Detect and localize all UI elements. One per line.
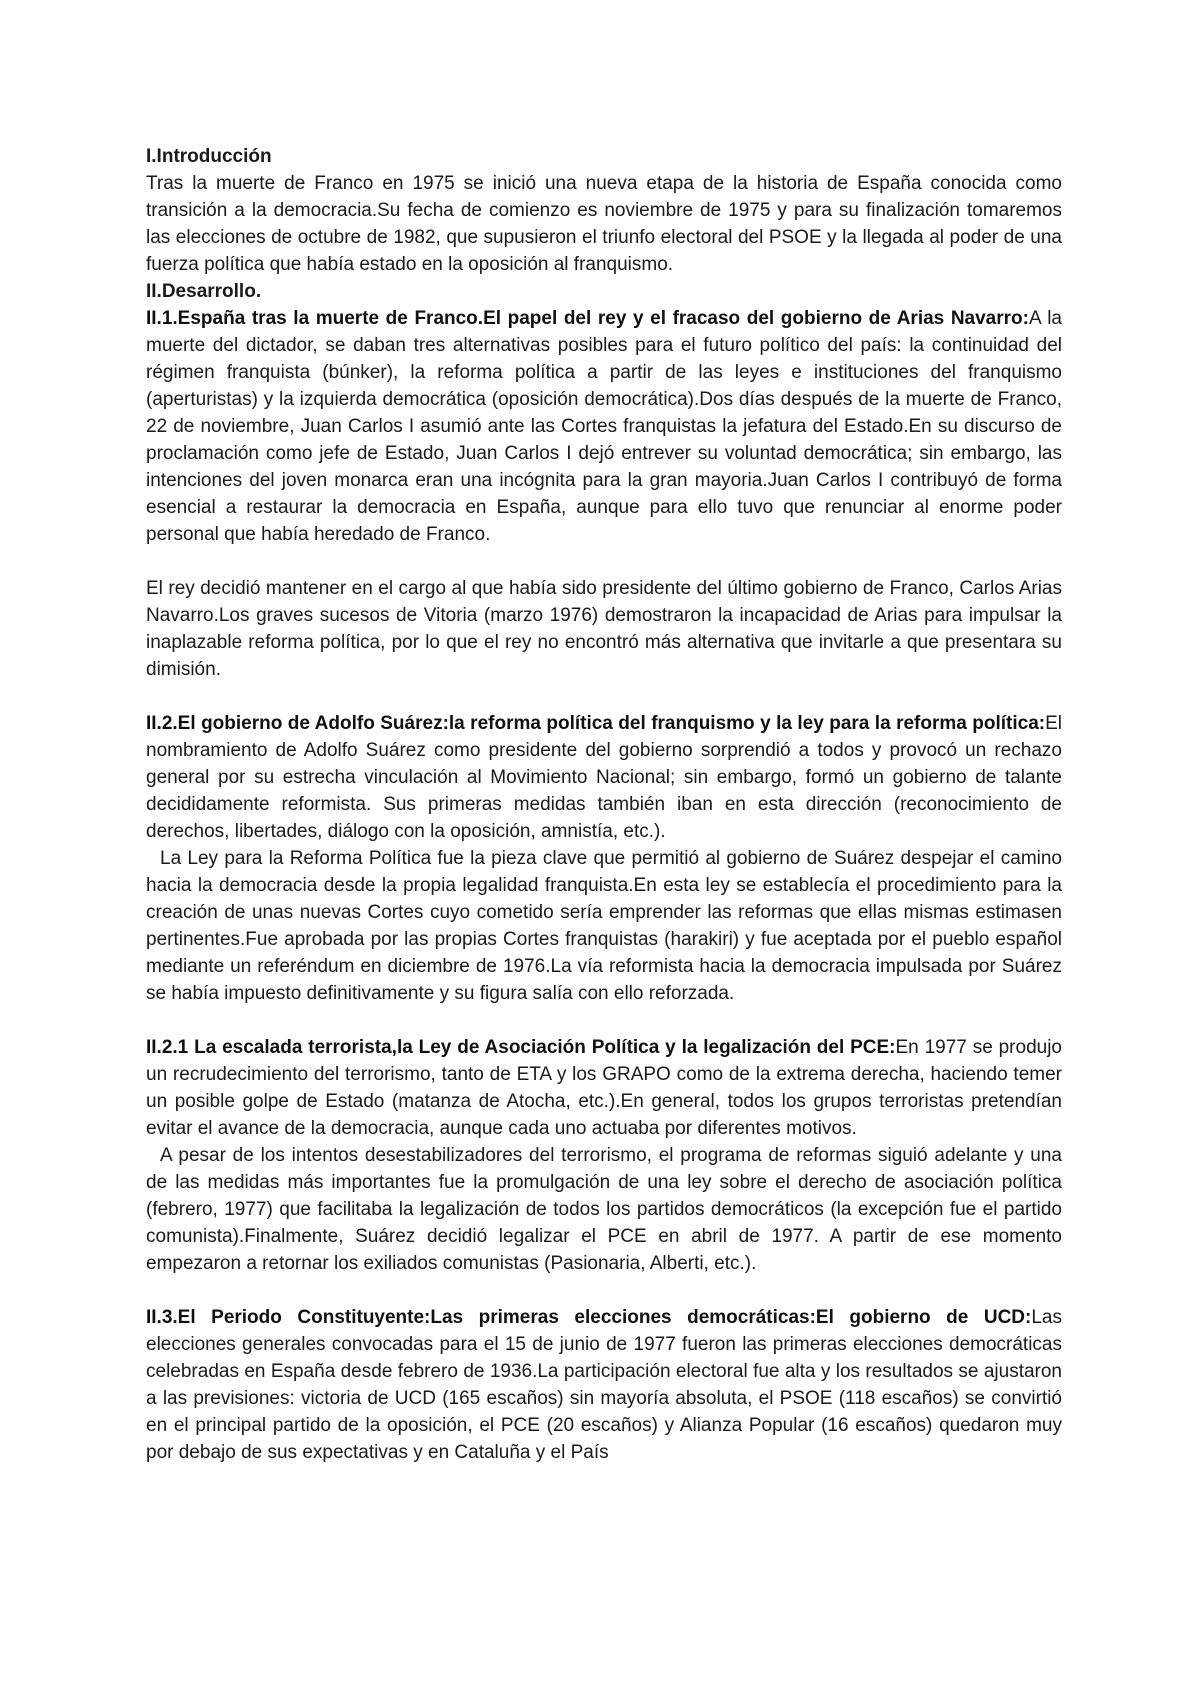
- section-2-3-paragraph: [146, 1304, 1062, 1466]
- document-body: [146, 143, 1062, 1466]
- section-2-2-title: II.2.El gobierno de Adolfo Suárez:la reforma política del franquismo y la ley para la reforma política:: [146, 713, 1046, 734]
- section-2-2-paragraph: [146, 710, 1062, 845]
- development-heading: II.Desarrollo.: [146, 281, 262, 302]
- intro-paragraph: Tras la muerte de Franco en 1975 se inició una nueva etapa de la historia de España conocida como transición a la democracia.Su fecha de comienzo es noviembre de 1975 y para su finalización tomaremos las elecciones de octubre de 1982, que supusieron el triunfo electoral del PSOE y la llegada al poder de una fuerza política que había estado en la oposición al franquismo.: [146, 173, 1062, 275]
- section-2-3-title: II.3.El Periodo Constituyente:Las primeras elecciones democráticas:El gobierno de UCD:: [146, 1307, 1032, 1328]
- intro-heading: I.Introducción: [146, 146, 272, 167]
- paragraph-gap: [146, 548, 1062, 575]
- section-2-1-text: A la muerte del dictador, se daban tres alternativas posibles para el futuro político del país: la continuidad del régimen franquista (búnker), la reforma política a partir de las leyes e instituciones del franquismo (aperturistas) y la izquierda democrática (oposición democrática).Dos días después de la muerte de Franco, 22 de noviembre, Juan Carlos I asumió ante las Cortes franquistas la jefatura del Estado.En su discurso de proclamación como jefe de Estado, Juan Carlos I dejó entrever su voluntad democrática; sin embargo, las intenciones del joven monarca eran una incógnita para la gran mayoria.Juan Carlos I contribuyó de forma esencial a restaurar la democracia en España, aunque para ello tuvo que renunciar al enorme poder personal que había heredado de Franco.: [146, 308, 1062, 545]
- paragraph-gap: [146, 683, 1062, 710]
- section-2-2-1-title: II.2.1 La escalada terrorista,la Ley de Asociación Política y la legalización del PCE:: [146, 1037, 896, 1058]
- section-2-2-1-paragraph-2: A pesar de los intentos desestabilizadores del terrorismo, el programa de reformas siguió adelante y una de las medidas más importantes fue la promulgación de una ley sobre el derecho de asociación política (febrero, 1977) que facilitaba la legalización de todos los partidos democráticos (la excepción fue el partido comunista).Finalmente, Suárez decidió legalizar el PCE en abril de 1977. A partir de ese momento empezaron a retornar los exiliados comunistas (Pasionaria, Alberti, etc.).: [146, 1145, 1062, 1274]
- paragraph-gap: [146, 1277, 1062, 1304]
- section-2-2-1-paragraph: [146, 1034, 1062, 1142]
- section-2-1-paragraph-2: El rey decidió mantener en el cargo al que había sido presidente del último gobierno de Franco, Carlos Arias Navarro.Los graves sucesos de Vitoria (marzo 1976) demostraron la incapacidad de Arias para impulsar la inaplazable reforma política, por lo que el rey no encontró más alternativa que invitarle a que presentara su dimisión.: [146, 578, 1062, 680]
- section-2-2-text: El nombramiento de Adolfo Suárez como presidente del gobierno sorprendió a todos y provocó un rechazo general por su estrecha vinculación al Movimiento Nacional; sin embargo, formó un gobierno de talante decididamente reformista. Sus primeras medidas también iban en esta dirección (reconocimiento de derechos, libertades, diálogo con la oposición, amnistía, etc.).: [146, 713, 1062, 842]
- section-2-1-title: II.1.España tras la muerte de Franco.El papel del rey y el fracaso del gobierno de Arias Navarro:: [146, 308, 1029, 329]
- section-2-2-1-text: En 1977 se produjo un recrudecimiento del terrorismo, tanto de ETA y los GRAPO como de la extrema derecha, haciendo temer un posible golpe de Estado (matanza de Atocha, etc.).En general, todos los grupos terroristas pretendían evitar el avance de la democracia, aunque cada uno actuaba por diferentes motivos.: [146, 1037, 1062, 1139]
- section-2-1-paragraph: [146, 305, 1062, 548]
- paragraph-gap: [146, 1007, 1062, 1034]
- section-2-3-text: Las elecciones generales convocadas para el 15 de junio de 1977 fueron las primeras elecciones democráticas celebradas en España desde febrero de 1936.La participación electoral fue alta y los resultados se ajustaron a las previsiones: victoria de UCD (165 escaños) sin mayoría absoluta, el PSOE (118 escaños) se convirtió en el principal partido de la oposición, el PCE (20 escaños) y Alianza Popular (16 escaños) quedaron muy por debajo de sus expectativas y en Cataluña y el País: [146, 1307, 1062, 1463]
- section-2-2-paragraph-2: La Ley para la Reforma Política fue la pieza clave que permitió al gobierno de Suárez despejar el camino hacia la democracia desde la propia legalidad franquista.En esta ley se establecía el procedimiento para la creación de unas nuevas Cortes cuyo cometido sería emprender las reformas que ellas mismas estimasen pertinentes.Fue aprobada por las propias Cortes franquistas (harakiri) y fue aceptada por el pueblo español mediante un referéndum en diciembre de 1976.La vía reformista hacia la democracia impulsada por Suárez se había impuesto definitivamente y su figura salía con ello reforzada.: [146, 848, 1062, 1004]
